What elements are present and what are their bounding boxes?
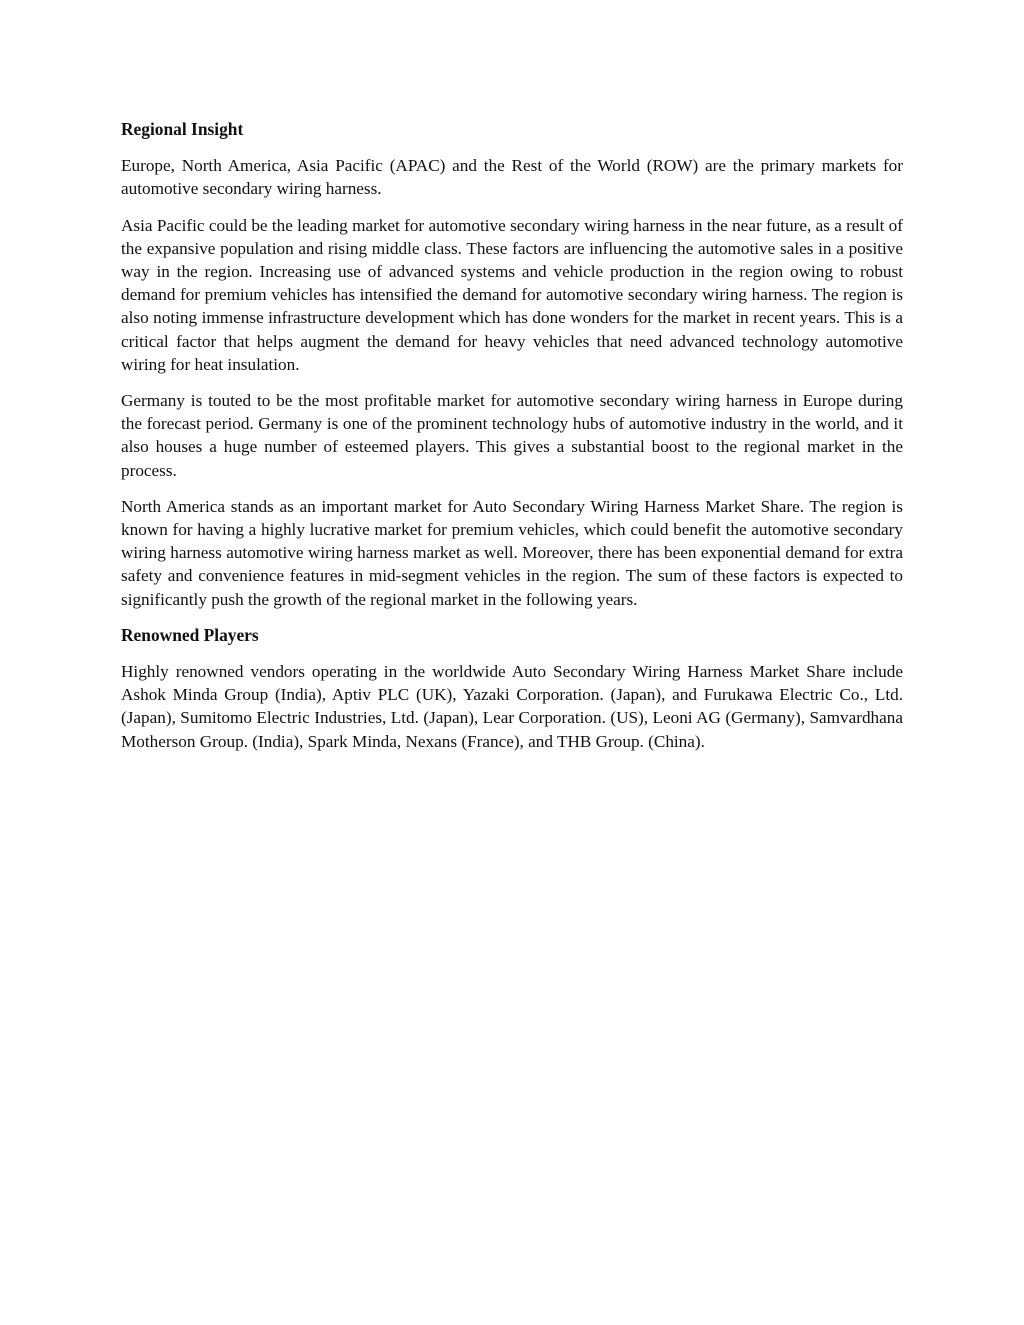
regional-insight-heading: Regional Insight — [121, 119, 244, 139]
regional-paragraph-2: Asia Pacific could be the leading market for automotive secondary wiring harness in the near future, as a result of the expansive population and rising middle class. These factors are influencing the automotive sales in a positive way in the region. Increasing use of advanced systems and vehicle production in the region owing to robust demand for premium vehicles has intensified the demand for automotive secondary wiring harness. The region is also noting immense infrastructure development which has done wonders for the market in recent years. This is a critical factor that helps augment the demand for heavy vehicles that need advanced technology automotive wiring for heat insulation. — [121, 215, 903, 374]
regional-paragraph-4: North America stands as an important market for Auto Secondary Wiring Harness Market Share. The region is known for having a highly lucrative market for premium vehicles, which could benefit the automotive secondary wiring harness automotive wiring harness market as well. Moreover, there has been exponential demand for extra safety and convenience features in mid-segment vehicles in the region. The sum of these factors is expected to significantly push the growth of the regional market in the following years. — [121, 496, 903, 609]
renowned-players-heading: Renowned Players — [121, 624, 259, 645]
regional-paragraph-1: Europe, North America, Asia Pacific (APAC) and the Rest of the World (ROW) are the primary markets for automotive secondary wiring harness. — [121, 156, 903, 199]
document-page — [121, 118, 903, 766]
players-paragraph: Highly renowned vendors operating in the worldwide Auto Secondary Wiring Harness Market Share include Ashok Minda Group (India), Aptiv PLC (UK), Yazaki Corporation. (Japan), and Furukawa Electric Co., Ltd. (Japan), Sumitomo Electric Industries, Ltd. (Japan), Lear Corporation. (US), Leoni AG (Germany), Samvardhana Motherson Group. (India), Spark Minda, Nexans (France), and THB Group. (China). — [121, 662, 903, 751]
regional-paragraph-3: Germany is touted to be the most profitable market for automotive secondary wiring harness in Europe during the forecast period. Germany is one of the prominent technology hubs of automotive industry in the world, and it also houses a huge number of esteemed players. This gives a substantial boost to the regional market in the process. — [121, 391, 903, 480]
